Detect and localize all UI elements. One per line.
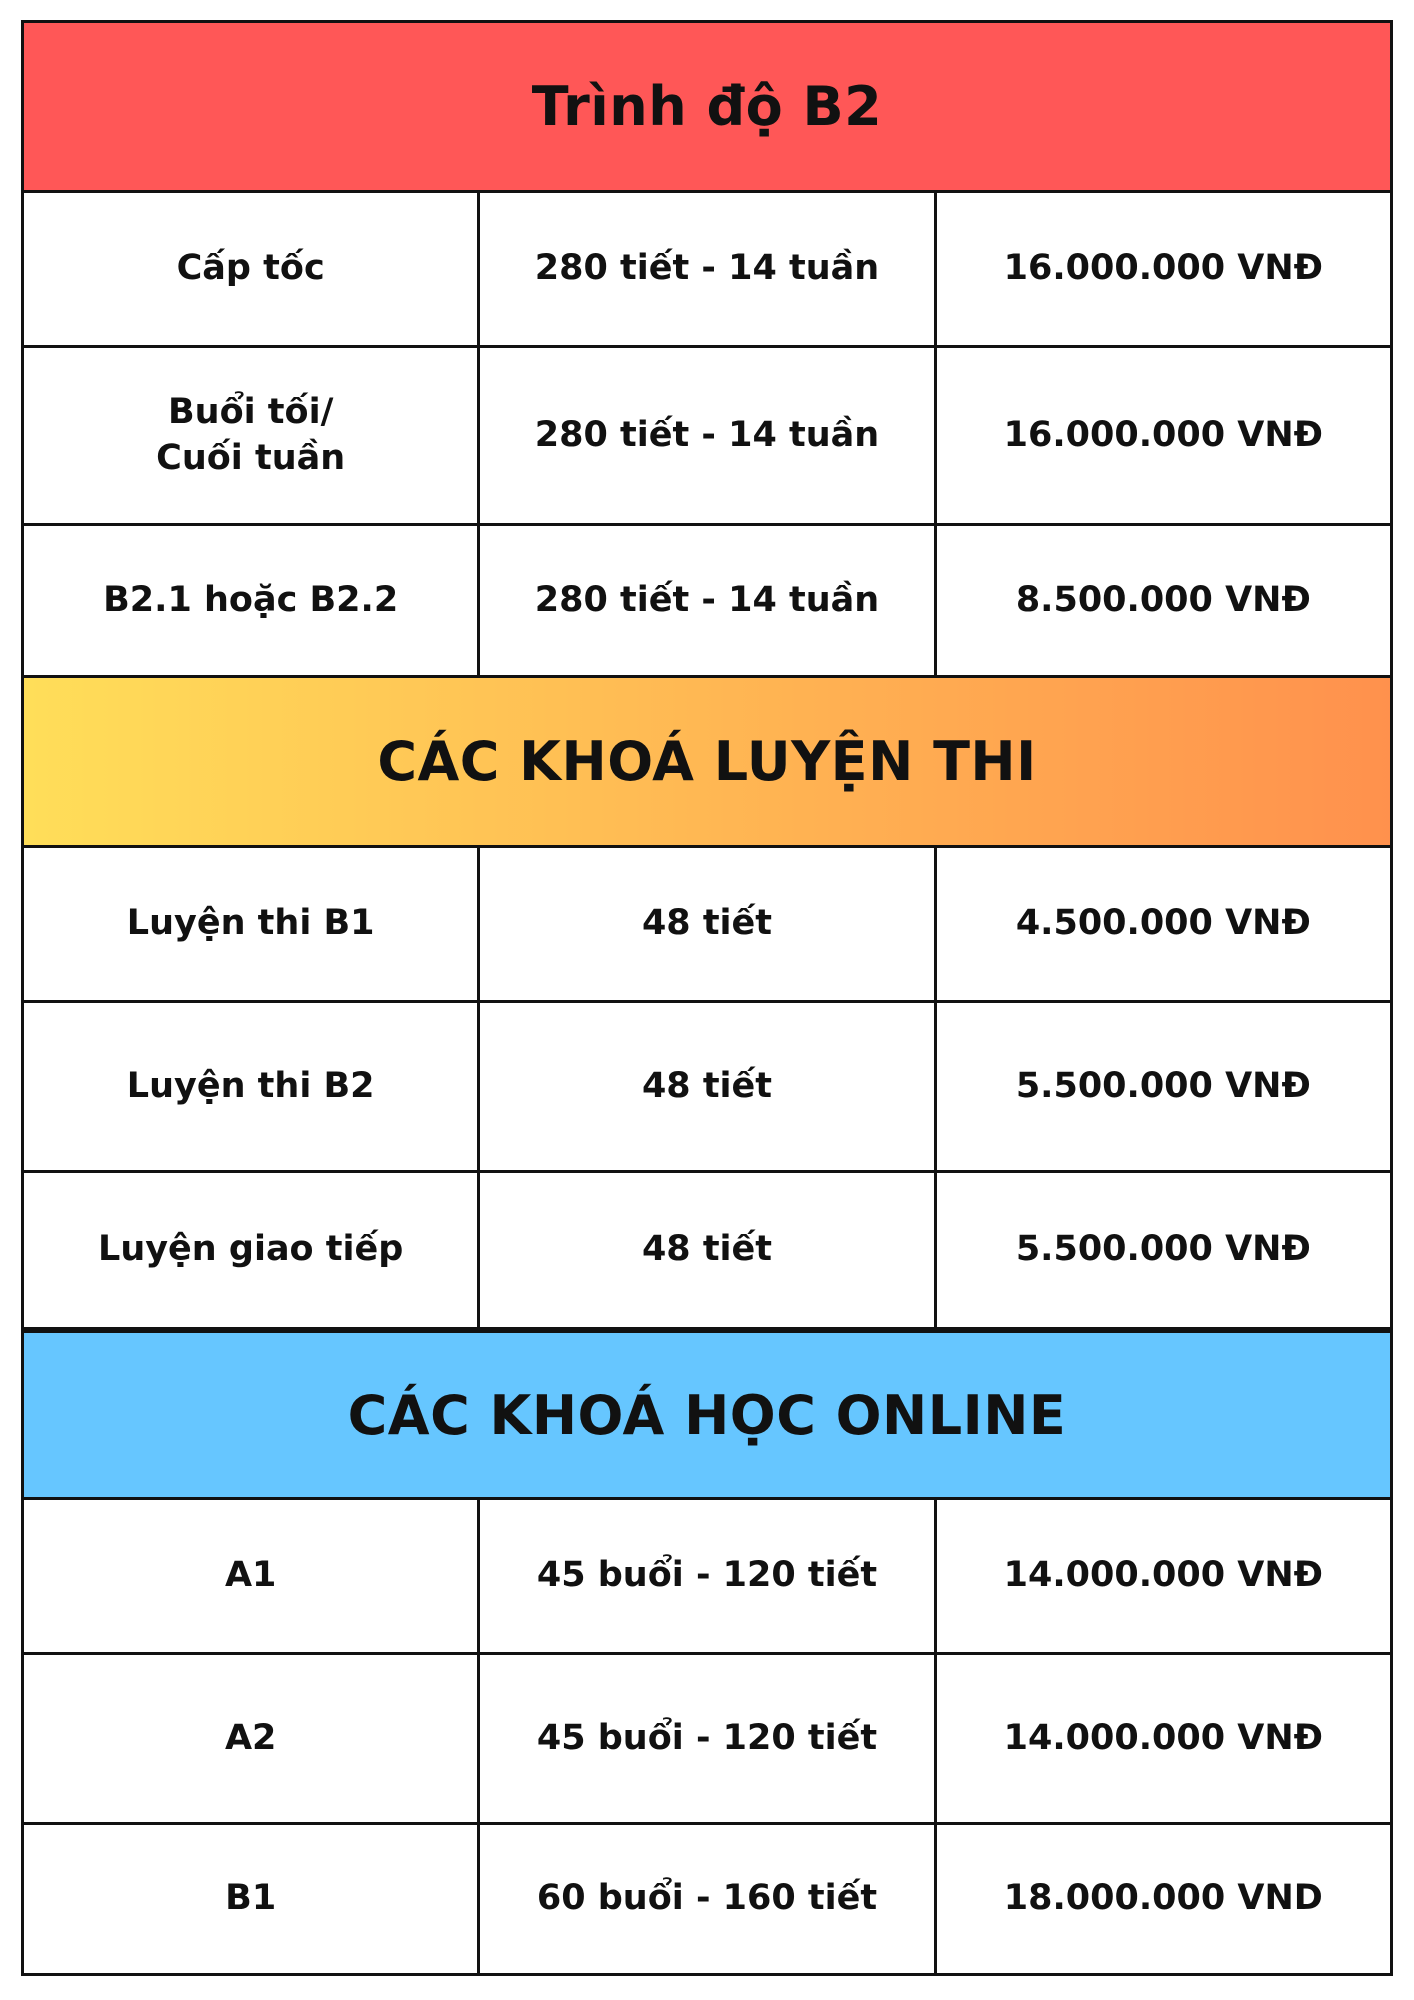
table-row xyxy=(24,348,1390,526)
duration-cell: 280 tiết - 14 tuần xyxy=(480,193,936,345)
duration-cell: 48 tiết xyxy=(480,1003,936,1170)
course-name-cell: Cấp tốc xyxy=(24,193,480,345)
section-title: CÁC KHOÁ LUYỆN THI xyxy=(377,730,1037,793)
price-cell: 5.500.000 VNĐ xyxy=(1015,1229,1311,1270)
course-name-cell: Buổi tối/ Cuối tuần xyxy=(24,348,480,523)
section-title: CÁC KHOÁ HỌC ONLINE xyxy=(347,1383,1067,1447)
course-name-cell: B2.1 hoặc B2.2 xyxy=(24,526,480,675)
table-row xyxy=(24,848,1390,1003)
price-cell: 14.000.000 VNĐ xyxy=(1003,1555,1323,1596)
section-header-exam-prep xyxy=(24,678,1390,848)
course-name-cell: A2 xyxy=(24,1655,480,1822)
price-cell: 18.000.000 VND xyxy=(1003,1878,1323,1919)
duration-cell: 45 buổi - 120 tiết xyxy=(480,1500,936,1652)
course-name-cell: Luyện thi B1 xyxy=(24,848,480,1000)
section-header-b2 xyxy=(24,23,1390,193)
section-title: Trình độ B2 xyxy=(531,75,883,138)
table-row xyxy=(24,1173,1390,1330)
table-row xyxy=(24,193,1390,348)
price-cell: 8.500.000 VNĐ xyxy=(1015,579,1311,620)
table-row xyxy=(24,1825,1390,1973)
price-cell: 4.500.000 VNĐ xyxy=(1015,903,1311,944)
duration-cell: 45 buổi - 120 tiết xyxy=(480,1655,936,1822)
duration-cell: 280 tiết - 14 tuần xyxy=(480,526,936,675)
duration-cell: 48 tiết xyxy=(480,848,936,1000)
price-cell: 14.000.000 VNĐ xyxy=(1003,1717,1323,1758)
course-name-cell: Luyện giao tiếp xyxy=(24,1173,480,1327)
table-row xyxy=(24,1003,1390,1173)
course-name-cell: B1 xyxy=(24,1825,480,1973)
duration-cell: 60 buổi - 160 tiết xyxy=(480,1825,936,1973)
price-table xyxy=(21,20,1393,1976)
price-cell: 16.000.000 VNĐ xyxy=(1003,248,1323,289)
course-name-cell: A1 xyxy=(24,1500,480,1652)
duration-cell: 280 tiết - 14 tuần xyxy=(480,348,936,523)
price-cell: 16.000.000 VNĐ xyxy=(1003,414,1323,455)
section-header-online xyxy=(24,1330,1390,1500)
table-row xyxy=(24,1655,1390,1825)
table-row xyxy=(24,1500,1390,1655)
duration-cell: 48 tiết xyxy=(480,1173,936,1327)
course-name-cell: Luyện thi B2 xyxy=(24,1003,480,1170)
table-row xyxy=(24,526,1390,678)
price-cell: 5.500.000 VNĐ xyxy=(1015,1065,1311,1106)
